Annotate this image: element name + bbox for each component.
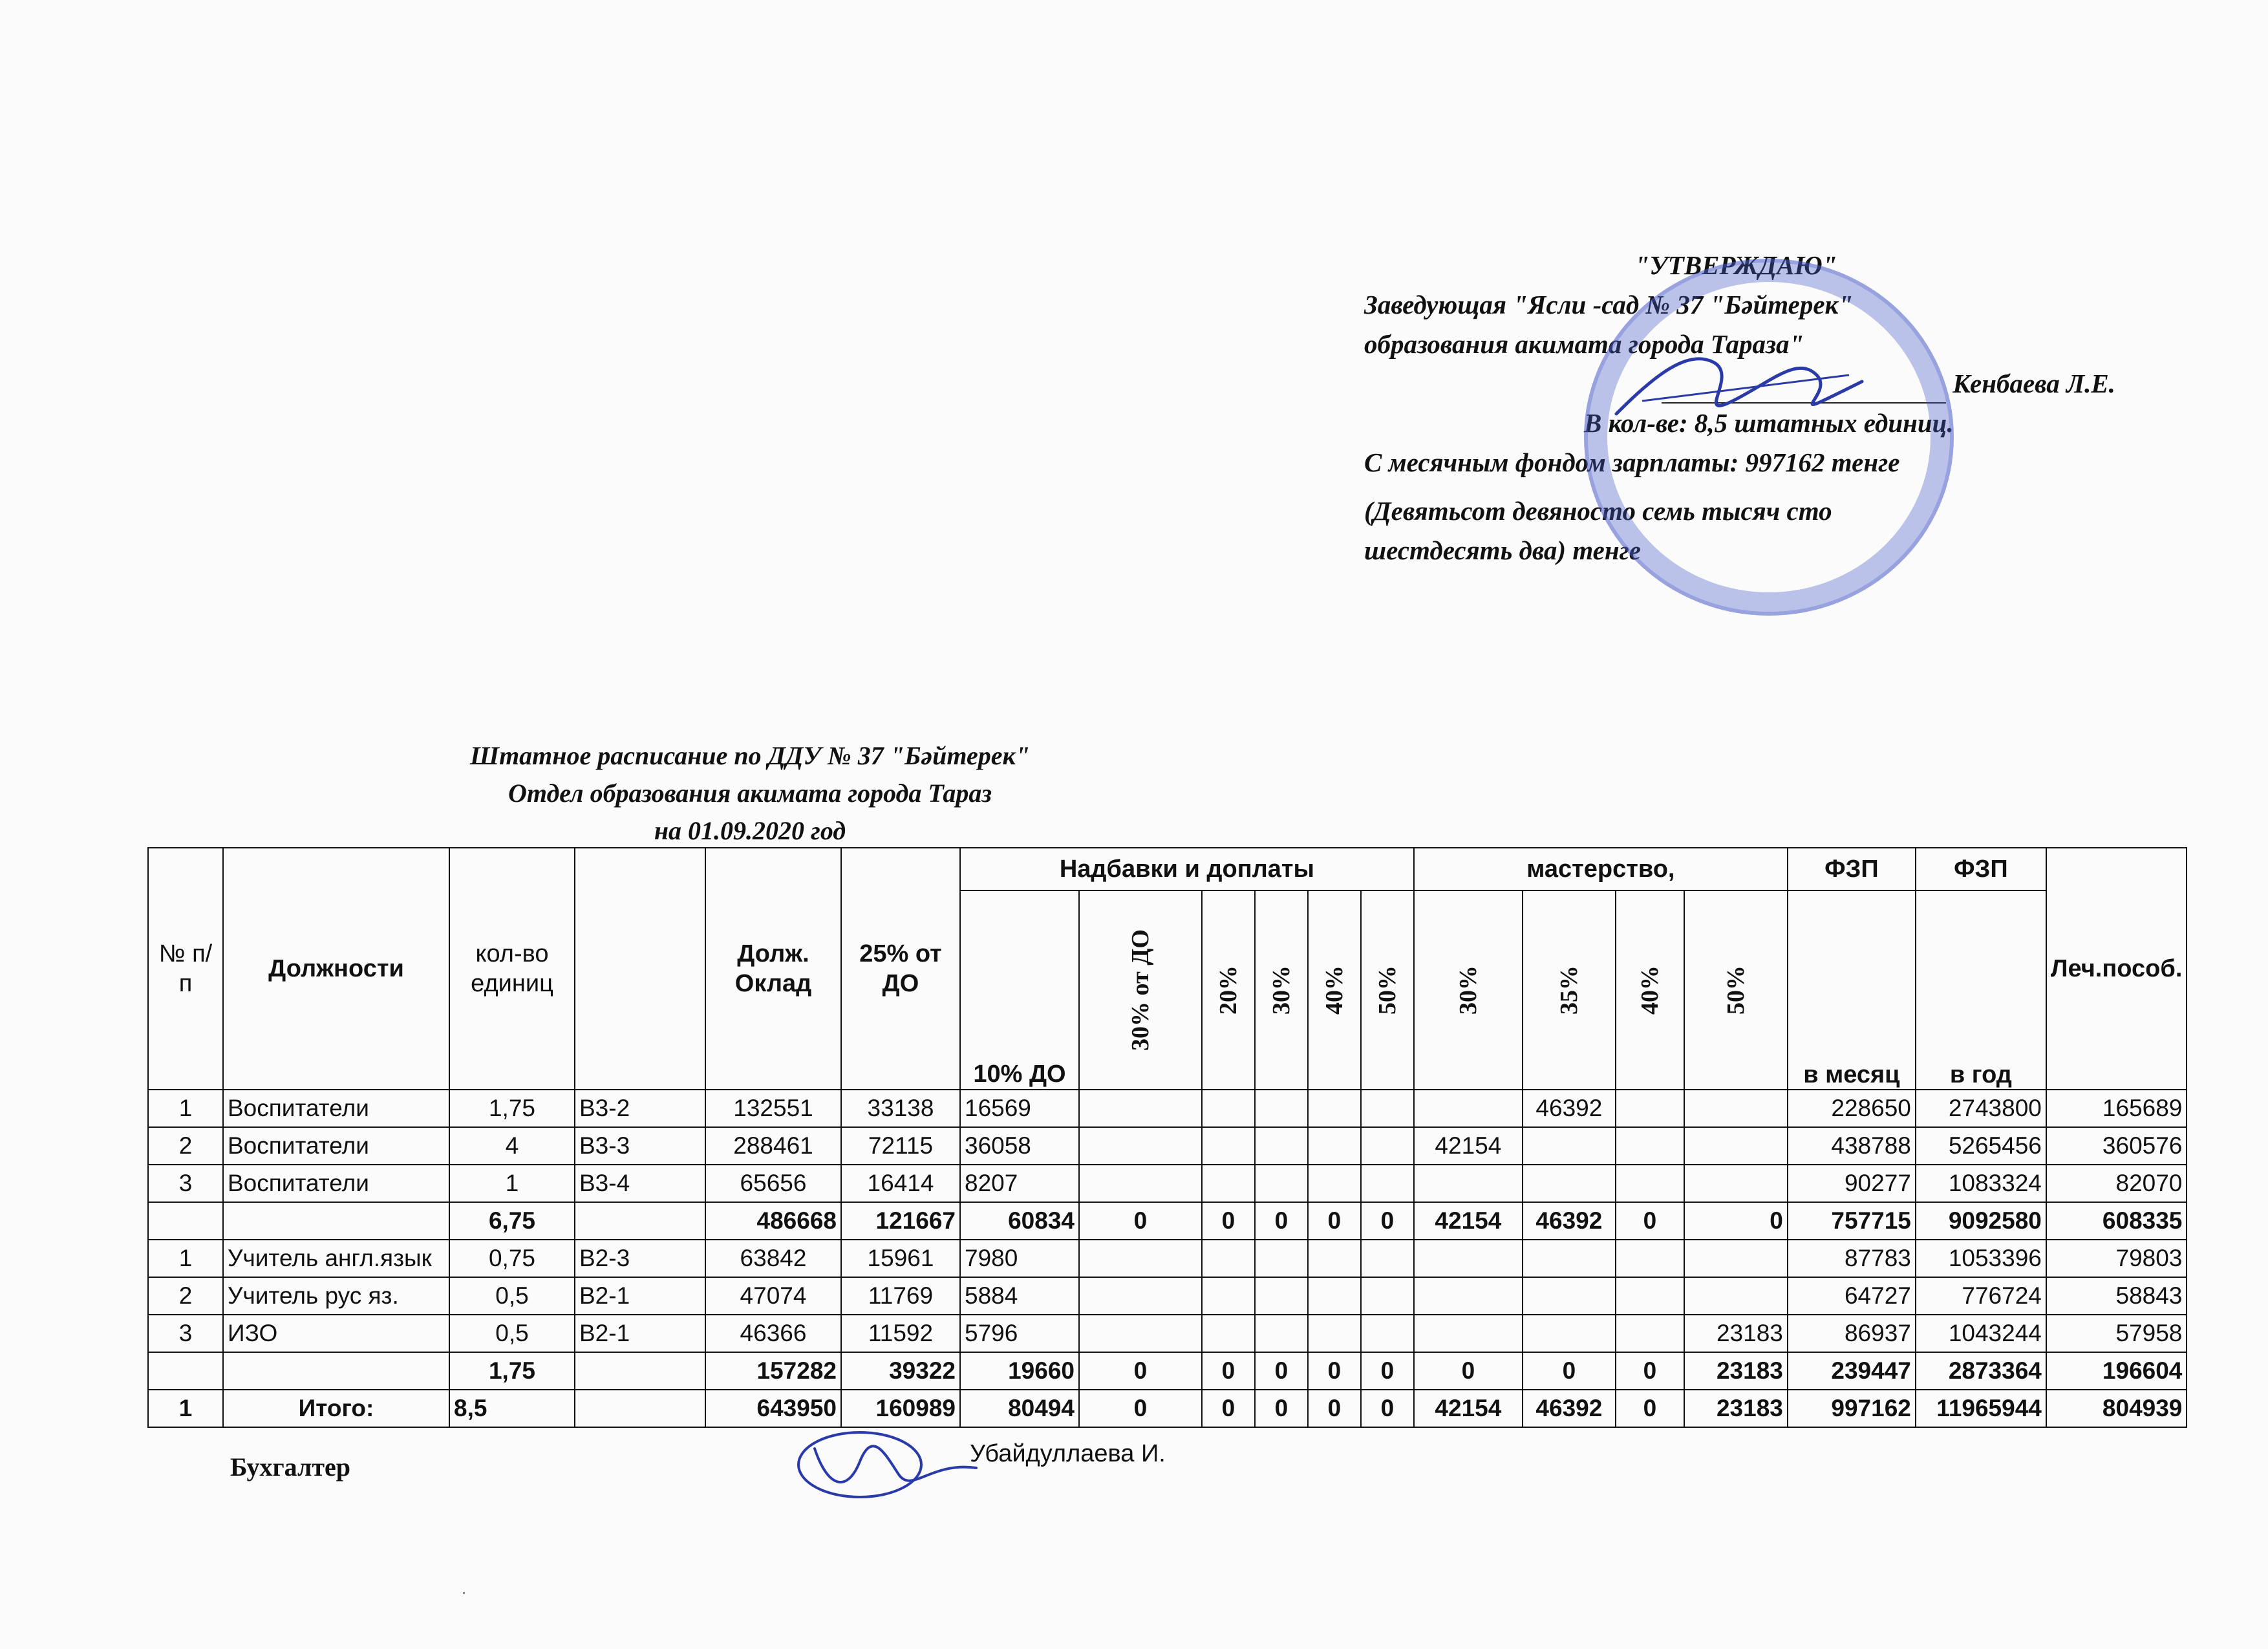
cell-p25: 160989: [841, 1390, 960, 1427]
header-a40: [1308, 890, 1361, 1090]
cell-a30b: [1255, 1127, 1308, 1165]
cell-p10: 19660: [960, 1352, 1079, 1390]
header-sick-benefit: Леч.пособ.: [2046, 848, 2187, 1090]
cell-m35: 46392: [1523, 1202, 1616, 1240]
cell-p25: 15961: [841, 1240, 960, 1277]
cell-month: 90277: [1788, 1165, 1916, 1202]
header-m30-label: 30%: [1454, 965, 1482, 1015]
approval-line-5: С месячным фондом зарплаты: 997162 тенге: [1364, 447, 1900, 477]
cell-a30: [1079, 1165, 1202, 1202]
cell-a40: [1308, 1090, 1361, 1127]
cell-a30b: [1255, 1240, 1308, 1277]
cell-a20: [1202, 1240, 1255, 1277]
cell-units: 1: [449, 1165, 575, 1202]
cell-p10: 8207: [960, 1165, 1079, 1202]
cell-cat: В3-4: [575, 1165, 705, 1202]
cell-a30b: [1255, 1090, 1308, 1127]
cell-a50: [1361, 1127, 1414, 1165]
cell-cat: В2-3: [575, 1240, 705, 1277]
table-row: [148, 1127, 2187, 1165]
cell-a30: [1079, 1315, 1202, 1352]
header-a50: [1361, 890, 1414, 1090]
cell-pos: Учитель англ.язык: [223, 1240, 449, 1277]
approval-block: [1364, 246, 2115, 570]
cell-p10: 36058: [960, 1127, 1079, 1165]
scan-speck: [463, 1592, 465, 1594]
cell-p25: 11769: [841, 1277, 960, 1315]
cell-pos: Воспитатели: [223, 1165, 449, 1202]
cell-a40: 0: [1308, 1390, 1361, 1427]
cell-month: 87783: [1788, 1240, 1916, 1277]
header-position: Должности: [223, 848, 449, 1090]
table-row: [148, 1277, 2187, 1315]
cell-units: 0,5: [449, 1277, 575, 1315]
cell-a40: [1308, 1315, 1361, 1352]
cell-m40: 0: [1616, 1390, 1684, 1427]
cell-p25: 33138: [841, 1090, 960, 1127]
cell-cat: [575, 1352, 705, 1390]
cell-sick: 82070: [2046, 1165, 2187, 1202]
cell-pos: Воспитатели: [223, 1127, 449, 1165]
cell-p10: 16569: [960, 1090, 1079, 1127]
approval-signer: Кенбаева Л.Е.: [1952, 369, 2115, 398]
approval-line-4: В кол-ве: 8,5 штатных единиц.: [1584, 408, 1954, 438]
cell-m50: [1684, 1277, 1788, 1315]
accountant-name: Убайдуллаева И.: [970, 1440, 1166, 1467]
approval-line-2: образования акимата города Тараза": [1364, 329, 1804, 359]
cell-sick: 360576: [2046, 1127, 2187, 1165]
cell-a40: 0: [1308, 1352, 1361, 1390]
cell-m35: 46392: [1523, 1390, 1616, 1427]
cell-m40: 0: [1616, 1352, 1684, 1390]
cell-month: 757715: [1788, 1202, 1916, 1240]
cell-salary: 46366: [705, 1315, 841, 1352]
cell-n: [148, 1202, 223, 1240]
header-pct10: 10% ДО: [960, 890, 1079, 1090]
cell-a30b: [1255, 1277, 1308, 1315]
header-allowances: Надбавки и доплаты: [960, 848, 1414, 890]
subtotal-row: [148, 1202, 2187, 1240]
cell-month: 997162: [1788, 1390, 1916, 1427]
header-a40-label: 40%: [1320, 965, 1348, 1015]
cell-a50: [1361, 1277, 1414, 1315]
cell-m40: 0: [1616, 1202, 1684, 1240]
header-month: в месяц: [1788, 890, 1916, 1090]
cell-a50: [1361, 1240, 1414, 1277]
cell-cat: В2-1: [575, 1315, 705, 1352]
cell-sick: 608335: [2046, 1202, 2187, 1240]
cell-p25: 39322: [841, 1352, 960, 1390]
cell-m40: [1616, 1127, 1684, 1165]
cell-month: 64727: [1788, 1277, 1916, 1315]
cell-a40: [1308, 1240, 1361, 1277]
cell-sick: 58843: [2046, 1277, 2187, 1315]
cell-salary: 63842: [705, 1240, 841, 1277]
cell-m30: [1414, 1165, 1523, 1202]
cell-m35: [1523, 1240, 1616, 1277]
cell-p10: 80494: [960, 1390, 1079, 1427]
cell-a40: [1308, 1127, 1361, 1165]
cell-month: 239447: [1788, 1352, 1916, 1390]
cell-salary: 157282: [705, 1352, 841, 1390]
cell-p25: 72115: [841, 1127, 960, 1165]
accountant-signature-icon: [789, 1423, 983, 1507]
cell-a50: [1361, 1315, 1414, 1352]
cell-a20: 0: [1202, 1202, 1255, 1240]
header-m35: [1523, 890, 1616, 1090]
cell-m30: [1414, 1277, 1523, 1315]
cell-sick: 57958: [2046, 1315, 2187, 1352]
header-units: кол-во единиц: [449, 848, 575, 1090]
cell-a50: [1361, 1165, 1414, 1202]
cell-m50: [1684, 1127, 1788, 1165]
cell-year: 2743800: [1916, 1090, 2046, 1127]
cell-salary: 132551: [705, 1090, 841, 1127]
cell-salary: 47074: [705, 1277, 841, 1315]
cell-m30: [1414, 1315, 1523, 1352]
cell-month: 86937: [1788, 1315, 1916, 1352]
cell-year: 1053396: [1916, 1240, 2046, 1277]
table-row: [148, 1315, 2187, 1352]
cell-m35: [1523, 1315, 1616, 1352]
cell-a30: [1079, 1277, 1202, 1315]
subtotal-row: [148, 1352, 2187, 1390]
header-year: в год: [1916, 890, 2046, 1090]
cell-m30: 42154: [1414, 1390, 1523, 1427]
cell-n: 1: [148, 1240, 223, 1277]
cell-a30: [1079, 1127, 1202, 1165]
cell-year: 5265456: [1916, 1127, 2046, 1165]
header-m40: [1616, 890, 1684, 1090]
approval-line-7: шестдесять два) тенге: [1364, 535, 1641, 565]
cell-pos: Учитель рус яз.: [223, 1277, 449, 1315]
cell-a20: 0: [1202, 1352, 1255, 1390]
cell-year: 1043244: [1916, 1315, 2046, 1352]
cell-a50: 0: [1361, 1352, 1414, 1390]
title-line-2: Отдел образования акимата города Тараз: [508, 779, 992, 808]
cell-pos: ИЗО: [223, 1315, 449, 1352]
staff-table-body: [148, 1090, 2187, 1427]
cell-m35: [1523, 1127, 1616, 1165]
cell-salary: 65656: [705, 1165, 841, 1202]
cell-m35: [1523, 1165, 1616, 1202]
header-a50-label: 50%: [1373, 965, 1401, 1015]
cell-m50: [1684, 1240, 1788, 1277]
cell-year: 776724: [1916, 1277, 2046, 1315]
cell-units: 1,75: [449, 1352, 575, 1390]
cell-pos: [223, 1352, 449, 1390]
cell-a30: 0: [1079, 1352, 1202, 1390]
cell-cat: [575, 1390, 705, 1427]
cell-n: 3: [148, 1165, 223, 1202]
title-line-1: Штатное расписание по ДДУ № 37 "Бәйтерек": [470, 741, 1030, 770]
header-a30-of-do: [1079, 890, 1202, 1090]
cell-a20: [1202, 1277, 1255, 1315]
header-fzp-month-group: ФЗП: [1788, 848, 1916, 890]
staff-table: [147, 847, 2187, 1428]
header-a20: [1202, 890, 1255, 1090]
cell-a40: 0: [1308, 1202, 1361, 1240]
cell-sick: 165689: [2046, 1090, 2187, 1127]
cell-n: 1: [148, 1090, 223, 1127]
header-fzp-year-group: ФЗП: [1916, 848, 2046, 890]
cell-a20: [1202, 1127, 1255, 1165]
cell-salary: 486668: [705, 1202, 841, 1240]
cell-m50: [1684, 1165, 1788, 1202]
cell-m50: 23183: [1684, 1390, 1788, 1427]
cell-m40: [1616, 1090, 1684, 1127]
cell-m40: [1616, 1315, 1684, 1352]
cell-p25: 121667: [841, 1202, 960, 1240]
table-row: [148, 1165, 2187, 1202]
cell-sick: 196604: [2046, 1352, 2187, 1390]
header-a30: [1255, 890, 1308, 1090]
cell-a20: [1202, 1315, 1255, 1352]
approval-line-6: (Девятьсот девяносто семь тысяч сто: [1364, 496, 1832, 526]
cell-a30b: 0: [1255, 1202, 1308, 1240]
cell-n: 2: [148, 1127, 223, 1165]
cell-sick: 79803: [2046, 1240, 2187, 1277]
cell-cat: [575, 1202, 705, 1240]
cell-a50: [1361, 1090, 1414, 1127]
total-row: [148, 1390, 2187, 1427]
cell-year: 1083324: [1916, 1165, 2046, 1202]
cell-n: 1: [148, 1390, 223, 1427]
header-row-1: [148, 848, 2187, 890]
cell-m50: [1684, 1090, 1788, 1127]
cell-a30: [1079, 1240, 1202, 1277]
cell-units: 0,75: [449, 1240, 575, 1277]
cell-m50: 23183: [1684, 1315, 1788, 1352]
header-a30-of-do-label: 30% от ДО: [1126, 929, 1154, 1051]
cell-m30: 0: [1414, 1352, 1523, 1390]
cell-a30b: [1255, 1165, 1308, 1202]
cell-sick: 804939: [2046, 1390, 2187, 1427]
cell-a40: [1308, 1165, 1361, 1202]
cell-units: 0,5: [449, 1315, 575, 1352]
cell-salary: 288461: [705, 1127, 841, 1165]
approval-signer-line: [1364, 364, 2115, 404]
table-row: [148, 1240, 2187, 1277]
header-salary: Долж. Оклад: [705, 848, 841, 1090]
cell-a20: 0: [1202, 1390, 1255, 1427]
signature-line: [1662, 376, 1946, 404]
document-title: [388, 737, 1112, 850]
header-m50-label: 50%: [1722, 965, 1749, 1015]
cell-m40: [1616, 1165, 1684, 1202]
cell-m30: 42154: [1414, 1202, 1523, 1240]
cell-units: 4: [449, 1127, 575, 1165]
cell-p25: 11592: [841, 1315, 960, 1352]
cell-n: 2: [148, 1277, 223, 1315]
cell-p10: 5796: [960, 1315, 1079, 1352]
header-pct25: 25% от ДО: [841, 848, 960, 1090]
cell-units: 8,5: [449, 1390, 575, 1427]
cell-year: 2873364: [1916, 1352, 2046, 1390]
cell-a20: [1202, 1090, 1255, 1127]
cell-pos: Итого:: [223, 1390, 449, 1427]
cell-a30b: 0: [1255, 1352, 1308, 1390]
header-num: № п/п: [148, 848, 223, 1090]
cell-cat: В3-2: [575, 1090, 705, 1127]
cell-a50: 0: [1361, 1202, 1414, 1240]
cell-p10: 7980: [960, 1240, 1079, 1277]
header-m40-label: 40%: [1636, 965, 1664, 1015]
cell-a40: [1308, 1277, 1361, 1315]
cell-m30: [1414, 1090, 1523, 1127]
approval-line-1: Заведующая "Ясли -сад № 37 "Бәйтерек": [1364, 290, 1854, 319]
cell-a50: 0: [1361, 1390, 1414, 1427]
cell-a30: 0: [1079, 1390, 1202, 1427]
header-m35-label: 35%: [1555, 965, 1583, 1015]
cell-m40: [1616, 1277, 1684, 1315]
cell-n: [148, 1352, 223, 1390]
accountant-label: Бухгалтер: [230, 1452, 351, 1482]
cell-year: 9092580: [1916, 1202, 2046, 1240]
cell-cat: В2-1: [575, 1277, 705, 1315]
cell-units: 6,75: [449, 1202, 575, 1240]
cell-m35: 0: [1523, 1352, 1616, 1390]
header-mastery: мастерство,: [1414, 848, 1788, 890]
table-row: [148, 1090, 2187, 1127]
cell-p25: 16414: [841, 1165, 960, 1202]
cell-a30: [1079, 1090, 1202, 1127]
header-a30-label: 30%: [1267, 965, 1295, 1015]
title-line-3: на 01.09.2020 год: [654, 816, 846, 845]
cell-salary: 643950: [705, 1390, 841, 1427]
cell-a20: [1202, 1165, 1255, 1202]
header-m30: [1414, 890, 1523, 1090]
cell-m35: 46392: [1523, 1090, 1616, 1127]
cell-m50: 23183: [1684, 1352, 1788, 1390]
cell-month: 228650: [1788, 1090, 1916, 1127]
cell-month: 438788: [1788, 1127, 1916, 1165]
cell-a30: 0: [1079, 1202, 1202, 1240]
cell-m50: 0: [1684, 1202, 1788, 1240]
header-m50: [1684, 890, 1788, 1090]
cell-a30b: 0: [1255, 1390, 1308, 1427]
cell-cat: В3-3: [575, 1127, 705, 1165]
header-a20-label: 20%: [1214, 965, 1242, 1015]
cell-units: 1,75: [449, 1090, 575, 1127]
cell-p10: 5884: [960, 1277, 1079, 1315]
cell-pos: Воспитатели: [223, 1090, 449, 1127]
header-category: [575, 848, 705, 1090]
cell-m30: 42154: [1414, 1127, 1523, 1165]
cell-year: 11965944: [1916, 1390, 2046, 1427]
cell-pos: [223, 1202, 449, 1240]
cell-m30: [1414, 1240, 1523, 1277]
approval-heading: "УТВЕРЖДАЮ": [1634, 250, 1837, 280]
cell-n: 3: [148, 1315, 223, 1352]
cell-p10: 60834: [960, 1202, 1079, 1240]
cell-m35: [1523, 1277, 1616, 1315]
cell-a30b: [1255, 1315, 1308, 1352]
cell-m40: [1616, 1240, 1684, 1277]
